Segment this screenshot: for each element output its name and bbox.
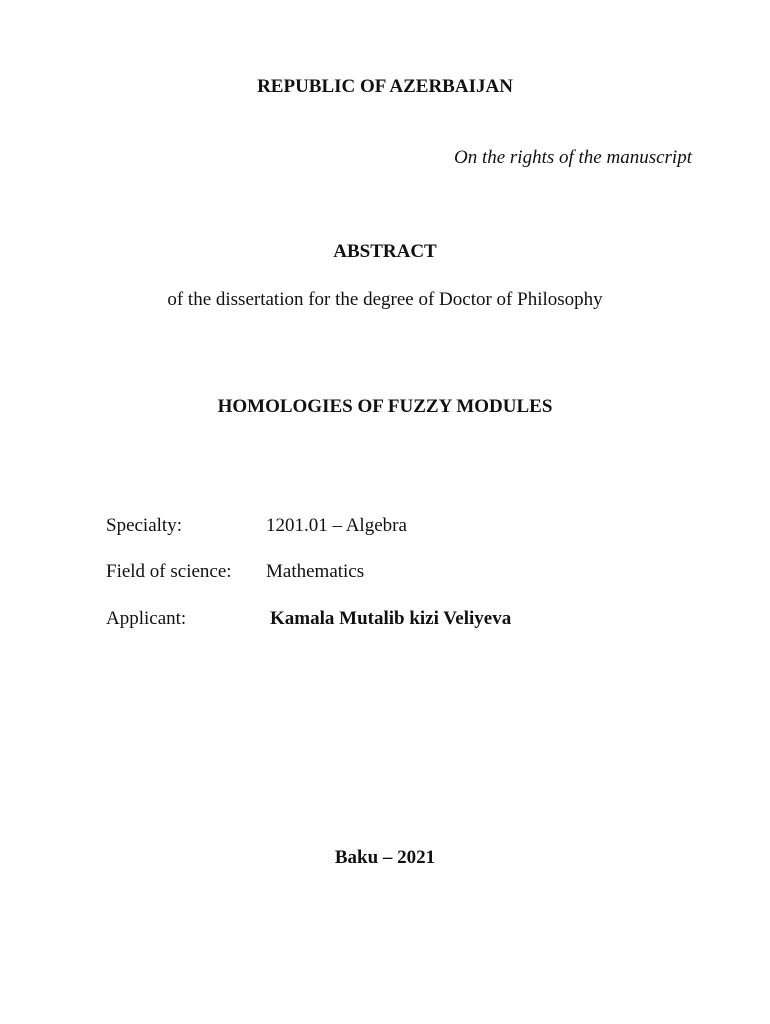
specialty-label: Specialty: xyxy=(106,515,182,536)
dissertation-title: HOMOLOGIES OF FUZZY MODULES xyxy=(217,396,553,417)
manuscript-rights-note: On the rights of the manuscript xyxy=(453,147,692,168)
abstract-title: ABSTRACT xyxy=(333,241,437,262)
field-of-science-label: Field of science: xyxy=(106,561,232,582)
place-and-year: Baku – 2021 xyxy=(334,847,436,868)
applicant-name: Kamala Mutalib kizi Veliyeva xyxy=(270,608,512,629)
specialty-value: 1201.01 – Algebra xyxy=(266,515,407,536)
field-of-science-value: Mathematics xyxy=(266,561,365,582)
country-heading: REPUBLIC OF AZERBAIJAN xyxy=(257,76,513,97)
abstract-subtitle: of the dissertation for the degree of Doctor of Philosophy xyxy=(167,289,603,310)
applicant-label: Applicant: xyxy=(106,608,187,629)
